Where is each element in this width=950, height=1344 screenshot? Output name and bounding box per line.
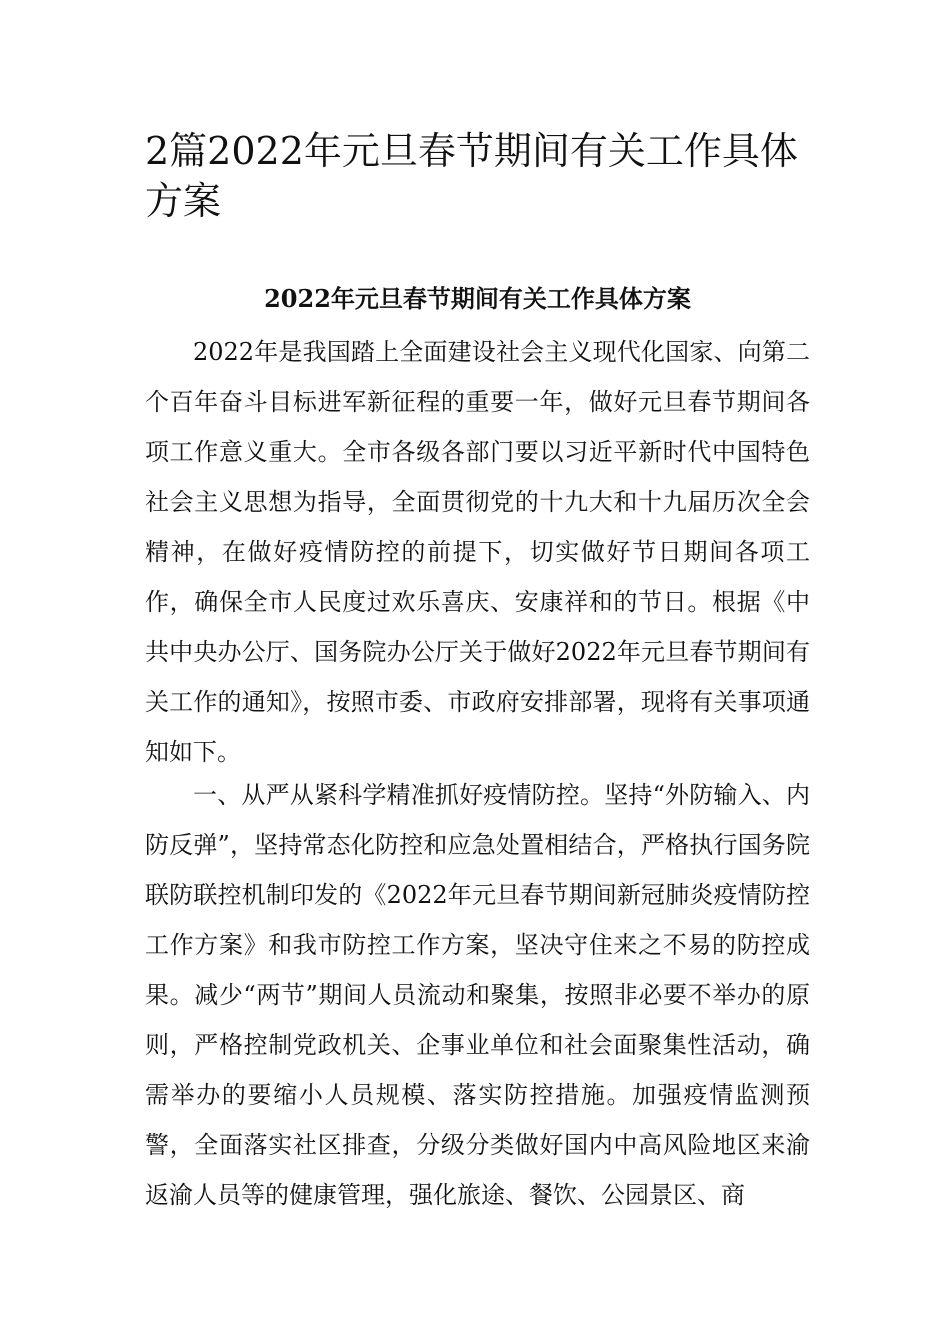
- body-paragraph-intro: 2022年是我国踏上全面建设社会主义现代化国家、向第二个百年奋斗目标进军新征程的重要一年，做好元旦春节期间各项工作意义重大。全市各级各部门要以习近平新时代中国特色社会主义思想为指导，全面贯彻党的十九大和十九届历次全会精神，在做好疫情防控的前提下，切实做好节日期间各项工作，确保全市人民度过欢乐喜庆、安康祥和的节日。根据《中共中央办公厅、国务院办公厅关于做好2022年元旦春节期间有关工作的通知》，按照市委、市政府安排部署，现将有关事项通知如下。: [145, 338, 810, 766]
- document-title: 2篇2022年元旦春节期间有关工作具体方案: [145, 129, 798, 223]
- section-heading: 2022年元旦春节期间有关工作具体方案: [264, 284, 691, 313]
- body-paragraph-epidemic-control: 一、从严从紧科学精准抓好疫情防控。坚持“外防输入、内防反弹”，坚持常态化防控和应急处置相结合，严格执行国务院联防联控机制印发的《2022年元旦春节期间新冠肺炎疫情防控工作方案》和我市防控工作方案，坚决守住来之不易的防控成果。减少“两节”期间人员流动和聚集，按照非必要不举办的原则，严格控制党政机关、企事业单位和社会面聚集性活动，确需举办的要缩小人员规模、落实防控措施。加强疫情监测预警，全面落实社区排查，分级分类做好国内中高风险地区来渝返渝人员等的健康管理，强化旅途、餐饮、公园景区、商: [145, 781, 810, 1209]
